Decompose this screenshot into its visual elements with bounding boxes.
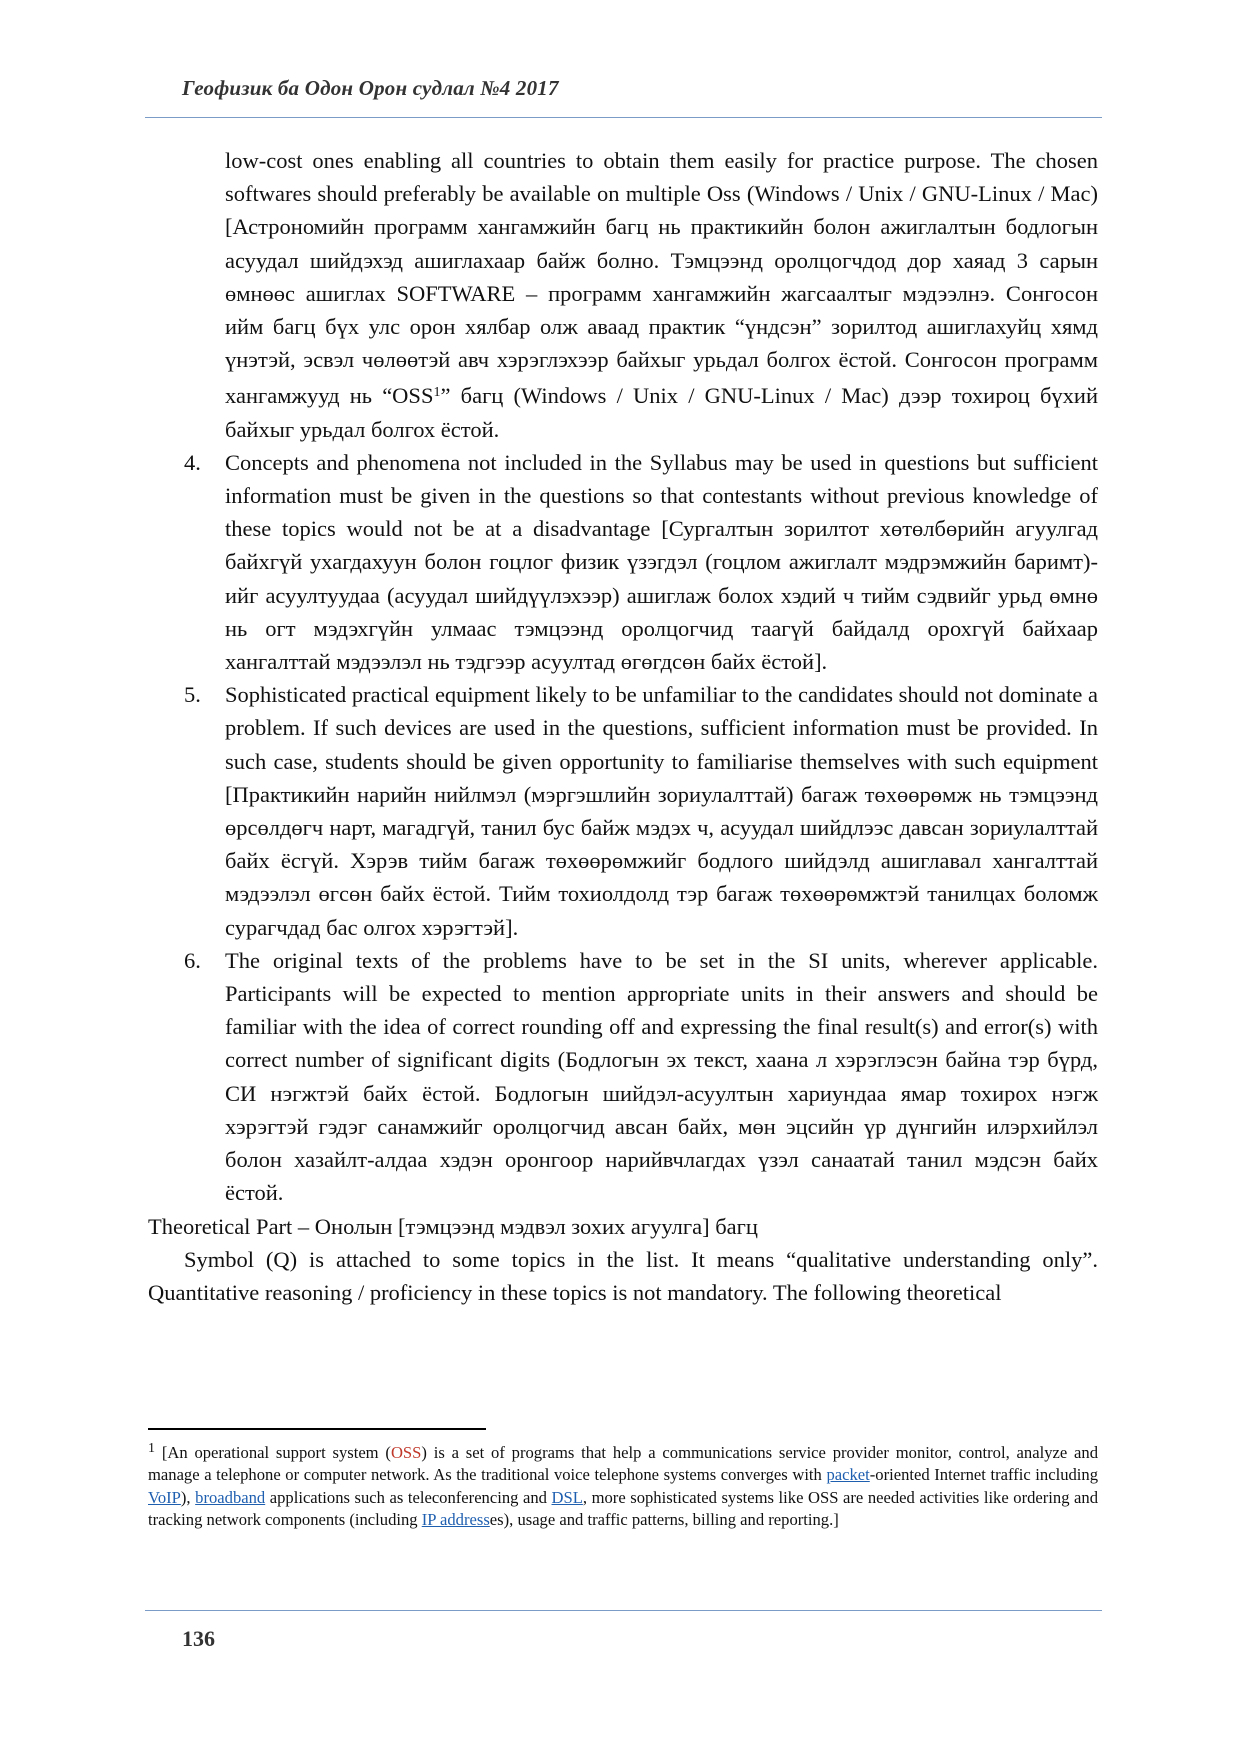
footnote-text: -oriented Internet traffic including: [869, 1465, 1098, 1485]
footnote-marker: 1: [148, 1441, 155, 1456]
continued-text-part2: ” багц (Windows / Unix / GNU-Linux / Mac) дээр тохироц бүхий байхыг урьдал болгох ёстой.: [225, 383, 1098, 442]
section-paragraph: Symbol (Q) is attached to some topics in the list. It means “qualitative understanding only”. Quantitative reasoning / proficiency in these topics is not mandatory. The following theoretical: [148, 1246, 1098, 1305]
main-content: [148, 144, 1098, 1309]
list-item-number: 5.: [184, 682, 201, 708]
page-number: 136: [182, 1626, 215, 1651]
list-item-text: The original texts of the problems have to be set in the SI units, wherever applicable. Participants will be expected to mention appropriate units in their answers and should be familiar with the idea of correct rounding off and expressing the final result(s) and error(s) with correct number of significant digits (Бодлогын эх текст, хаана л хэрэглэсэн байна тэр бүрд, СИ нэгжтэй байх ёстой. Бодлогын шийдэл-асуултын хариундаа ямар тохирох нэгж хэрэгтэй гэдэг санамжийг оролцогчид авсан байх, мөн эцсийн үр дүнгийн илэрхийлэл болон хазайлт-алдаа хэдэн оронгоор нарийвчлагдах үзэл санаатай танил мэдсэн байх ёстой.: [225, 947, 1098, 1206]
footnote-oss: OSS: [390, 1443, 422, 1462]
footnote-divider: [148, 1428, 486, 1430]
footnote-text: , more sophisticated systems like OSS are needed activities like ordering and tracking network components (including: [148, 1487, 1099, 1530]
link-ip-address[interactable]: IP address: [421, 1510, 490, 1530]
link-packet[interactable]: packet: [826, 1465, 870, 1485]
section-heading: Theoretical Part – Онолын [тэмцээнд мэдвэл зохих агуулга] багц: [148, 1213, 758, 1239]
footnote-reference[interactable]: 1: [433, 385, 441, 401]
footnote-text: es), usage and traffic patterns, billing and reporting.]: [489, 1510, 839, 1530]
continued-text-part1: low-cost ones enabling all countries to obtain them easily for practice purpose. The chosen softwares should preferably be available on multiple Oss (Windows / Unix / GNU-Linux / Mac) [Астрономийн программ хангамжийн багц нь практикийн болон ажиглалтын бодлогын асуудал шийдэхэд ашиглахаар байж болно. Тэмцээнд оролцогчдод дор хаяад 3 сарын өмнөөс ашиглах SOFTWARE – программ хангамжийн жагсаалтыг мэдээлнэ. Сонгосон ийм багц бүх улс орон хялбар олж аваад практик “үндсэн” зорилтод ашиглахуйц хямд үнэтэй, эсвэл чөлөөтэй авч хэрэглэхээр байхыг урьдал болгох ёстой. Сонгосон программ хангамжууд нь “OSS: [225, 148, 1098, 409]
list-item-6: [148, 944, 1098, 1210]
continued-paragraph: [148, 144, 1098, 446]
footnote: [148, 1438, 1098, 1532]
list-item-number: 6.: [184, 947, 201, 973]
list-item-text: Sophisticated practical equipment likely to be unfamiliar to the candidates should not dominate a problem. If such devices are used in the questions, sufficient information must be provided. In such case, students should be given opportunity to familiarise themselves with such equipment [Практикийн нарийн нийлмэл (мэргэшлийн зориулалттай) багаж төхөөрөмж нь тэмцээнд өрсөлдөгч нарт, магадгүй, танил бус байж мэдэх ч, асуудал шийдлээс давсан зориулалттай байх ёсгүй. Хэрэв тийм багаж төхөөрөмжийг бодлого шийдэлд ашиглавал хангалттай мэдээлэл өгсөн байх ёстой. Тийм тохиолдолд тэр багаж төхөөрөмжтэй танилцах боломж сурагчдад бас олгох хэрэгтэй].: [225, 682, 1098, 940]
footer-divider: [145, 1610, 1102, 1611]
footnote-text: ) is a set of programs that help a communications service provider monitor, control, analyze and manage a telephone or computer network. As the traditional voice telephone systems converges with: [148, 1443, 1098, 1485]
link-dsl[interactable]: DSL: [551, 1487, 583, 1507]
footnote-text: applications such as teleconferencing and: [265, 1487, 552, 1507]
list-item-5: [148, 678, 1098, 944]
list-item-4: [148, 446, 1098, 678]
list-item-number: 4.: [184, 449, 201, 475]
list-item-text: Concepts and phenomena not included in the Syllabus may be used in questions but sufficient information must be given in the questions so that contestants without previous knowledge of these topics would not be at a disadvantage [Сургалтын зорилтот хөтөлбөрийн агуулгад байхгүй ухагдахуун болон гоцлог физик үзэгдэл (гоцлом ажиглалт мэдрэмжийн баримт)-ийг асуултуудаа (асуудал шийдүүлэхээр) ашиглаж болох хэдий ч тийм сэдвийг урьд өмнө нь огт мэдэхгүйн улмаас тэмцээнд оролцогчид таагүй байдалд орохгүй байхаар хангалттай мэдээлэл нь тэдгээр асуултад өгөгдсөн байх ёстой].: [225, 449, 1098, 675]
link-broadband[interactable]: broadband: [195, 1487, 266, 1507]
header-divider: [145, 117, 1102, 118]
footnote-text: [An operational support system (: [161, 1443, 391, 1462]
link-voip[interactable]: VoIP: [148, 1487, 181, 1507]
journal-title: Геофизик ба Одон Орон судлал №4 2017: [182, 76, 559, 100]
footnote-text: ),: [180, 1487, 196, 1507]
